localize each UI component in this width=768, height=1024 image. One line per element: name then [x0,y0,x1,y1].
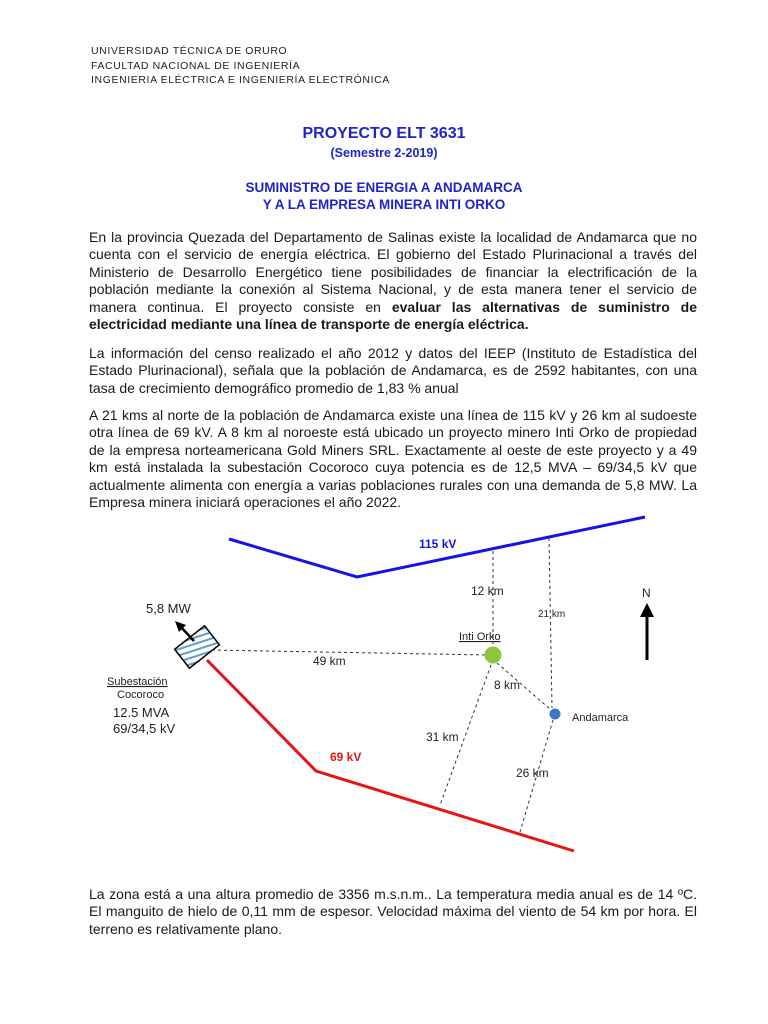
distance-26km: 26 km [516,766,549,780]
distance-31km: 31 km [426,730,459,744]
distance-12km: 12 km [471,584,504,598]
substation-icon [175,626,220,668]
inti-orko-label: Inti Orko [459,631,501,643]
project-title: PROYECTO ELT 3631 [302,125,466,142]
andamarca-marker [550,709,561,720]
substation-name: Subestación [107,676,168,688]
paragraph-climate: La zona está a una altura promedio de 3356 m.s.n.m.. La temperatura media anual es de 14 ºC. El manguito de hielo de 0,11 mm de espesor. Velocidad máxima del viento de 54 km por hora. El terreno es relativamente plano. [89,886,697,937]
paragraph-census: La información del censo realizado el año 2012 y datos del IEEP (Instituto de Estadística del Estado Plurinacional), señala que la población de Andamarca, es de 2592 habitantes, con una tasa de crecimiento demográfico promedio de 1,83 % anual [89,345,697,396]
dash-substation-to-inti [212,650,488,655]
faculty-name: FACULTAD NACIONAL DE INGENIERÍA [91,59,301,72]
distance-49km: 49 km [313,654,346,668]
inti-orko-marker [485,647,502,664]
dash-andamarca-to-115kv [549,538,552,708]
semester-label: (Semestre 2-2019) [330,146,438,160]
load-arrow-icon [175,621,194,641]
university-name: UNIVERSIDAD TÉCNICA DE ORURO [91,45,288,57]
paragraph-intro-bold: evaluar las alternativas de suministro de electricidad mediante una línea de transporte de energía eléctrica. [89,298,697,333]
load-label: 5,8 MW [146,601,191,616]
andamarca-label: Andamarca [572,712,629,724]
subtitle-line-1: SUMINISTRO DE ENERGIA A ANDAMARCA [245,180,523,195]
department-name: INGENIERIA ELÉCTRICA E INGENIERÍA ELECTRÓNICA [91,74,390,86]
paragraph-intro-text: En la provincia Quezada del Departamento de Salinas existe la localidad de Andamarca que no cuenta con el servicio de energía eléctrica. El gobierno del Estado Plurinacional a través del Ministerio de Desarrollo Energético tiene posibilidades de financiar la electrificación de la población mediante la conexión al Sistema Nacional, y de esta manera tener el servicio de manera continua. El proyecto consiste en [89,229,697,315]
north-arrow-icon [640,603,654,660]
distance-21km: 21 km [538,609,566,620]
north-label: N [642,586,651,600]
distance-8km: 8 km [494,678,521,692]
substation-voltage: 69/34,5 kV [113,721,176,736]
paragraph-location: A 21 kms al norte de la población de Andamarca existe una línea de 115 kV y 26 km al sudoeste otra línea de 69 kV. A 8 km al noroeste está ubicado un proyecto minero Inti Orko de propiedad de la empresa norteamericana Gold Miners SRL. Exactamente al oeste de este proyecto y a 49 km está instalada la subestación Cocoroco cuya potencia es de 12,5 MVA – 69/34,5 kV que actualmente alimenta con energía a varias poblaciones rurales con una demanda de 5,8 MW. La Empresa minera iniciará operaciones el año 2022. [89,407,697,511]
substation-name-2: Cocoroco [117,689,165,701]
substation-power: 12.5 MVA [113,705,170,720]
line-69kv-label: 69 kV [330,750,362,764]
subtitle-line-2: Y A LA EMPRESA MINERA INTI ORKO [262,197,506,212]
line-115kv-label: 115 kV [419,537,457,551]
